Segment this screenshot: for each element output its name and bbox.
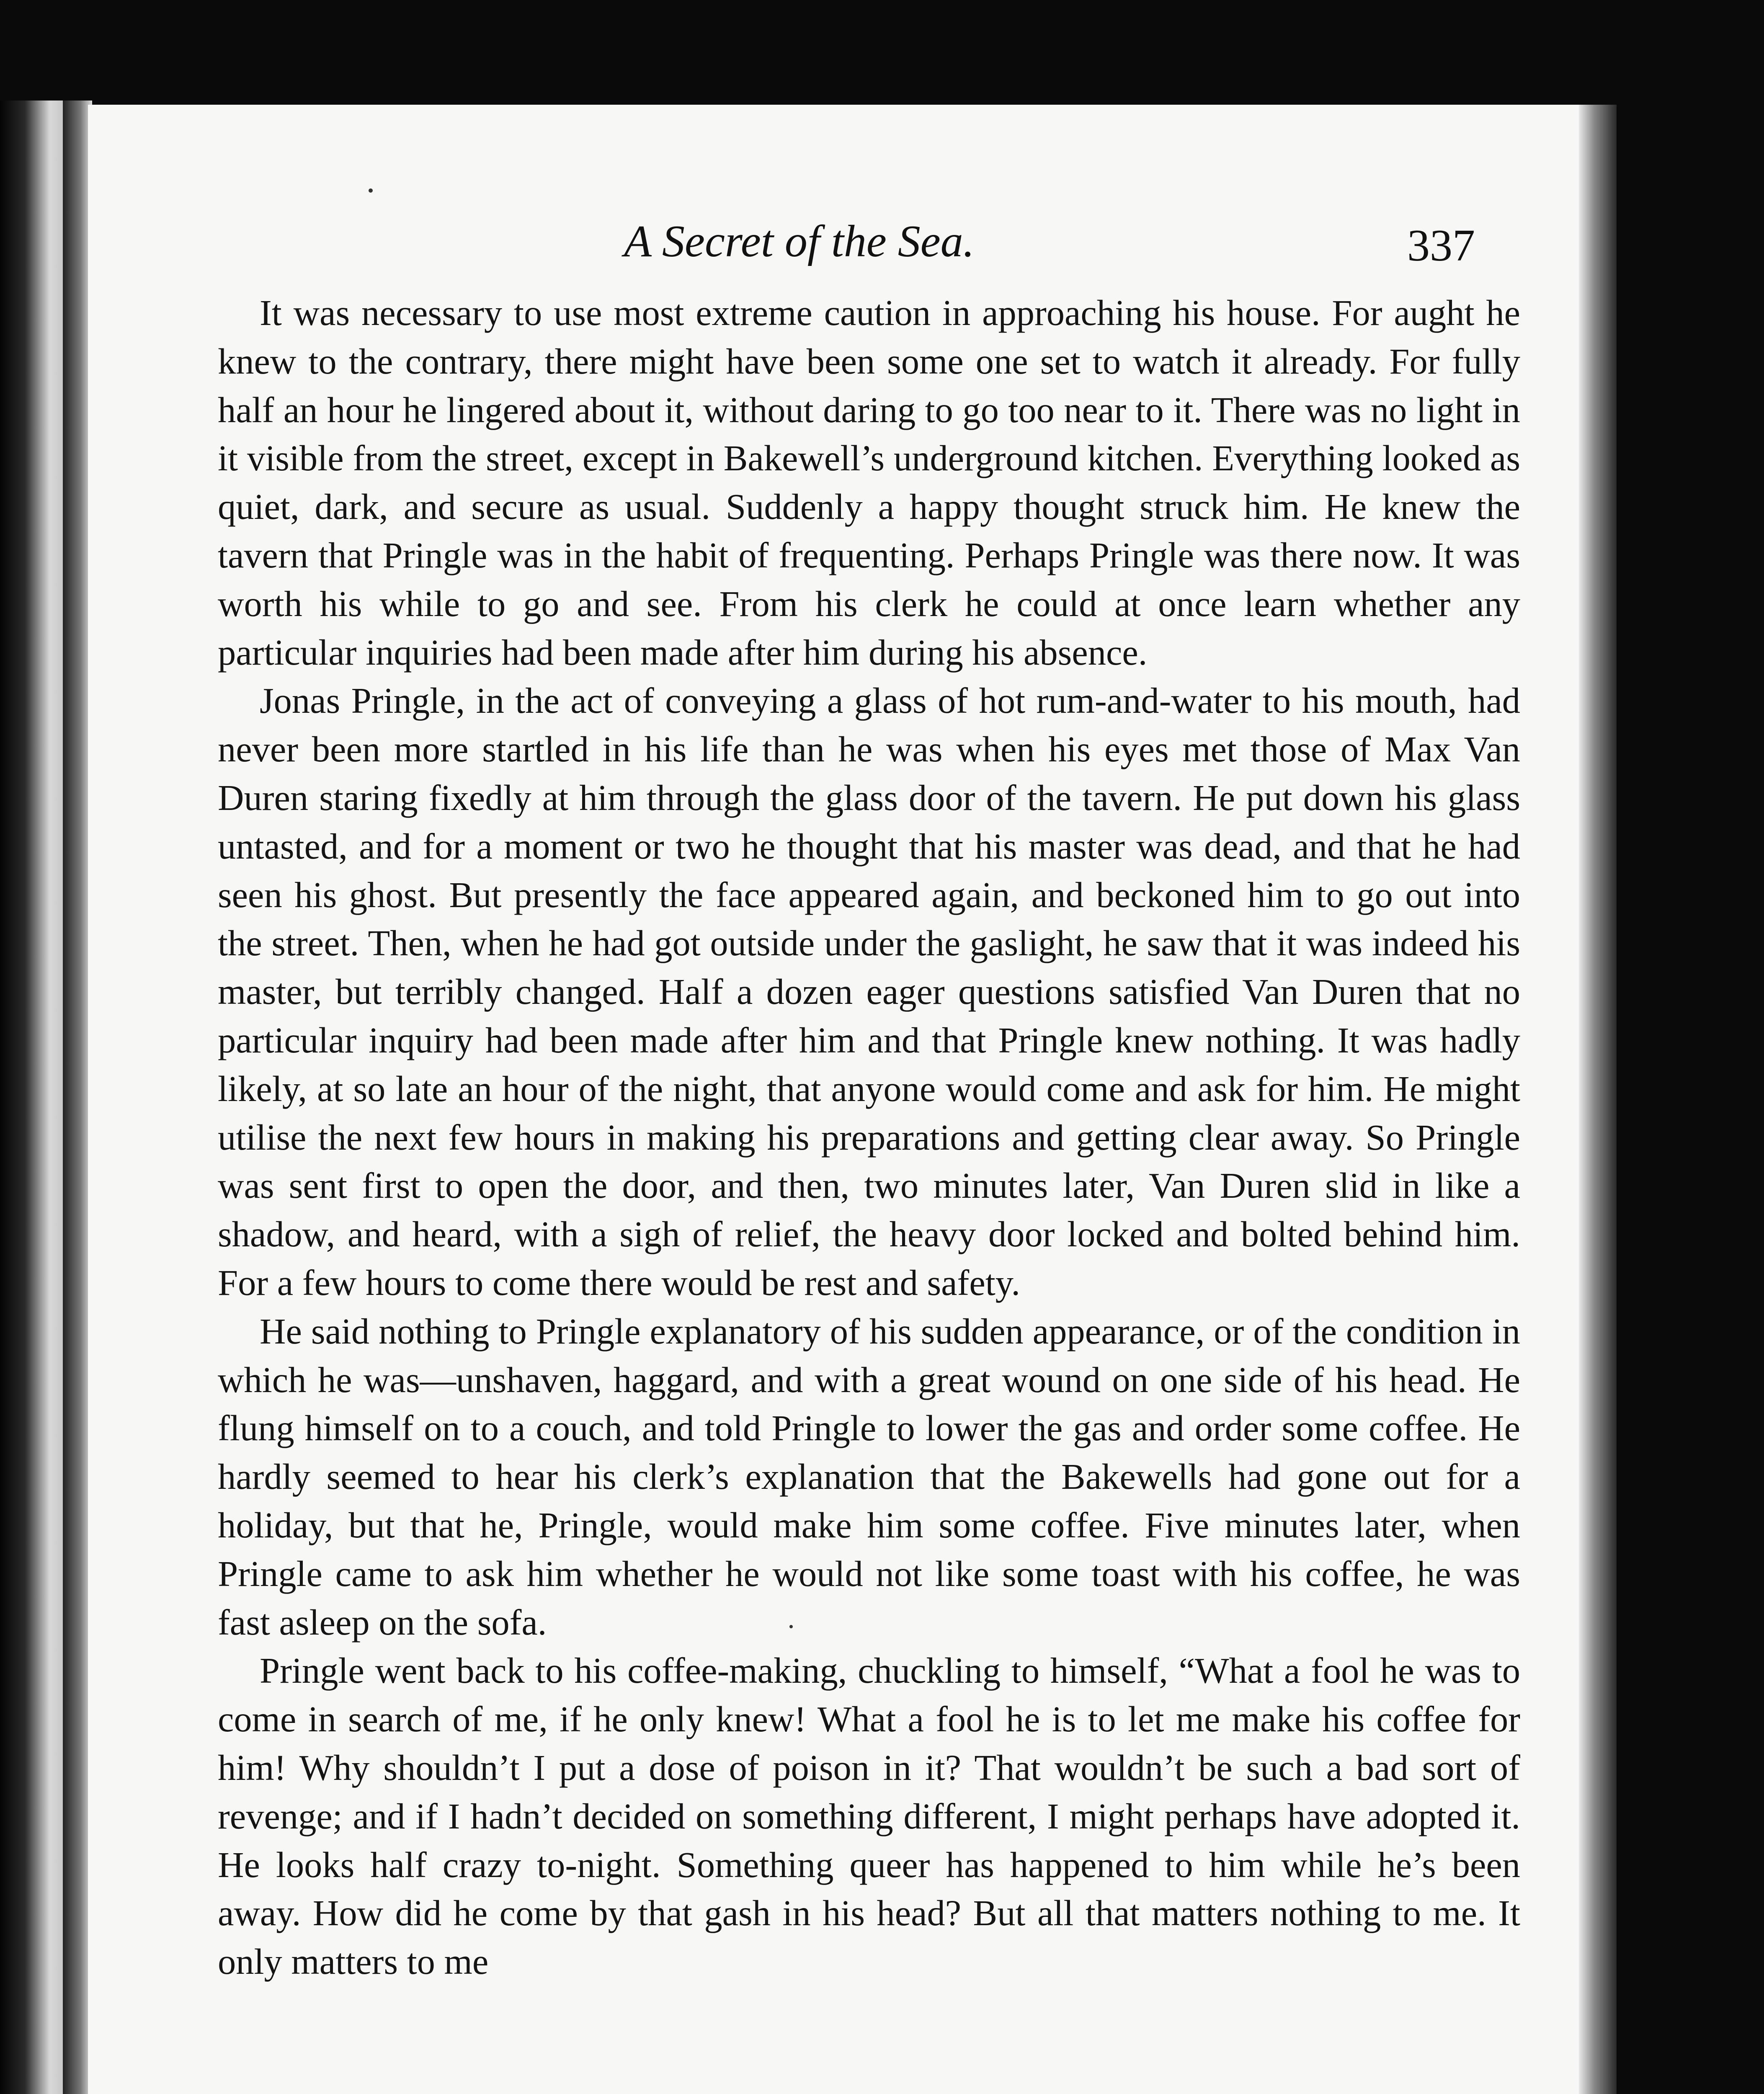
paragraph: It was necessary to use most extreme caution in approaching his house. For aught he knew to the contrary, there might have been some one set to watch it already. For fully half an hour he lingered about it, without daring to go too near to it. There was no light in it visible from the street, except in Bakewell’s underground kitchen. Everything looked as quiet, dark, and secure as usual. Suddenly a happy thought struck him. He knew the tavern that Pringle was in the habit of frequenting. Perhaps Pringle was there now. It was worth his while to go and see. From his clerk he could at once learn whether any particular inquiries had been made after him during his absence.: [218, 293, 1520, 673]
print-speck: [789, 1625, 793, 1628]
page-header: [88, 216, 1587, 283]
running-title: A Secret of the Sea.: [624, 217, 975, 266]
binding-edge: [0, 101, 71, 2094]
paragraph: Jonas Pringle, in the act of conveying a glass of hot rum-and-water to his mouth, had never been more startled in his life than he was when his eyes met those of Max Van Duren staring fixedly at him through the glass door of the tavern. He put down his glass untasted, and for a moment or two he thought that his master was dead, and that he had seen his ghost. But presently the face appeared again, and beckoned him to go out into the street. Then, when he had got outside under the gaslight, he saw that it was indeed his master, but terribly changed. Half a dozen eager questions satisfied Van Duren that no particular inquiry had been made after him and that Pringle knew nothing. It was hadly likely, at so late an hour of the night, that anyone would come and ask for him. He might utilise the next few hours in making his preparations and getting clear away. So Pringle was sent first to open the door, and then, two minutes later, Van Duren slid in like a shadow, and heard, with a sigh of relief, the heavy door locked and bolted behind him. For a few hours to come there would be rest and safety.: [218, 681, 1520, 1303]
body-text: [218, 289, 1520, 1986]
print-speck: [369, 188, 373, 193]
paragraph: Pringle went back to his coffee-making, chuckling to himself, “What a fool he was to come in search of me, if he only knew! What a fool he is to let me make his coffee for him! Why shouldn’t I put a dose of poison in it? That wouldn’t be such a bad sort of revenge; and if I hadn’t decided on something different, I might perhaps have adopted it. He looks half crazy to-night. Something queer has happened to him while he’s been away. How did he come by that gash in his head? But all that matters nothing to me. It only matters to me: [218, 1650, 1520, 1982]
book-page: [88, 105, 1587, 2094]
page-edge-shadow: [1579, 105, 1617, 2094]
paragraph: He said nothing to Pringle explanatory of his sudden appearance, or of the condition in which he was—unshaven, haggard, and with a great wound on one side of his head. He flung himself on to a couch, and told Pringle to lower the gas and order some coffee. He hardly seemed to hear his clerk’s explanation that the Bakewells had gone out for a holiday, but that he, Pringle, would make him some coffee. Five minutes later, when Pringle came to ask him whether he would not like some toast with his coffee, he was fast asleep on the sofa.: [218, 1311, 1520, 1643]
page-number: 337: [1407, 221, 1475, 271]
